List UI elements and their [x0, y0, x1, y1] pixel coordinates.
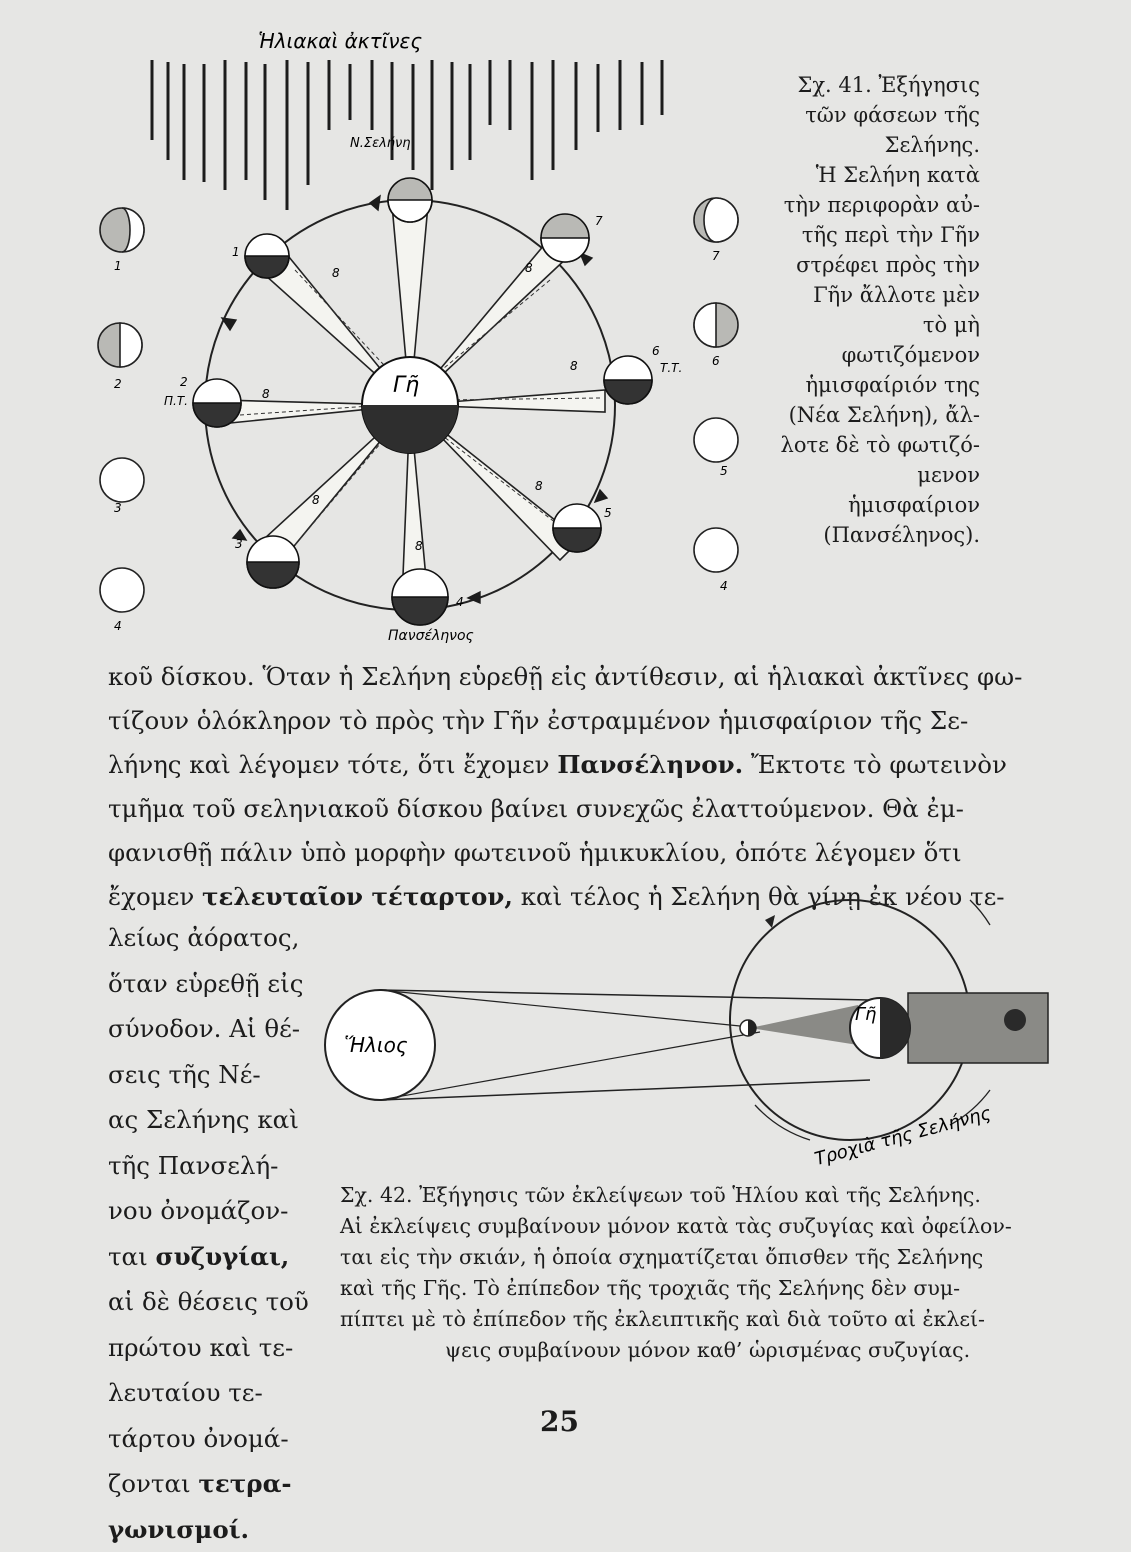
caption-line: στρέφει πρὸς τὴν [780, 250, 980, 280]
caption-line: τὸ μὴ φωτιζόμενον [780, 310, 980, 370]
narrow-line: τάρτου ὀνομά- [108, 1416, 308, 1462]
orbit-number: 7 [595, 214, 603, 228]
narrow-line: νου ὀνομάζον- [108, 1188, 308, 1234]
caption-line: Σελήνης. [780, 130, 980, 160]
phase-number: 3 [114, 501, 122, 515]
term-syzygies: συζυγίαι, [156, 1242, 290, 1271]
narrow-line: σύνοδον. Αἱ θέ- [108, 1006, 308, 1052]
caption-line: Σχ. 42. Ἐξήγησις τῶν ἐκλείψεων τοῦ Ἡλίου καὶ τῆς Σελήνης. [340, 1180, 1060, 1211]
body-text-span: Ἔκτοτε τὸ φωτεινὸν [743, 750, 1007, 779]
figure-42-caption [340, 1180, 1060, 1366]
body-line: κοῦ δίσκου. Ὅταν ἡ Σελήνη εὑρεθῇ εἰς ἀντίθεσιν, αἱ ἡλιακαὶ ἀκτῖνες φω- [108, 655, 978, 699]
new-moon-label: Ν.Σελήνη [350, 136, 411, 151]
phase-number: 4 [720, 579, 728, 593]
orbit-number: 1 [232, 245, 240, 259]
caption-line: πίπτει μὲ τὸ ἐπίπεδον τῆς ἐκλειπτικῆς καὶ διὰ τοῦτο αἱ ἐκλεί- [340, 1304, 1060, 1335]
figure-41-caption [780, 70, 980, 550]
sun-label: Ἥλιος [344, 1033, 408, 1057]
narrow-line: ας Σελήνης καὶ [108, 1097, 308, 1143]
narrow-text-span: ζονται [108, 1469, 198, 1498]
sun-rays-label: Ἡλιακαὶ ἀκτῖνες [258, 29, 422, 53]
caption-line: ται εἰς τὴν σκιάν, ἡ ὁποία σχηματίζεται ὄπισθεν τῆς Σελήνης [340, 1242, 1060, 1273]
moon-shadow-cone [750, 1005, 858, 1045]
narrow-column-text [108, 915, 308, 1552]
caption-line: λοτε δὲ τὸ φωτιζό- [780, 430, 980, 460]
term-quadratures: τετρα- [198, 1469, 291, 1498]
body-line: τίζουν ὁλόκληρον τὸ πρὸς τὴν Γῆν ἐστραμμένον ἡμισφαίριον τῆς Σε- [108, 699, 978, 743]
phase-number: 6 [712, 354, 720, 368]
orbit-number: 3 [235, 537, 243, 551]
last-quarter-label: Τ.Τ. [660, 361, 682, 375]
term-quadratures-end: γωνισμοί. [108, 1515, 249, 1544]
phase-number: 1 [114, 259, 122, 273]
caption-line: (Πανσέληνος). [780, 520, 980, 550]
phase-number: 4 [114, 619, 122, 633]
narrow-line: ὅταν εὑρεθῇ εἰς [108, 961, 308, 1007]
orbit-number: 5 [604, 506, 612, 520]
body-text-span: καὶ τέλος ἡ Σελήνη θὰ γίνῃ ἐκ νέου τε- [513, 882, 1005, 911]
orbit-number: 6 [652, 344, 660, 358]
narrow-line: λείως ἀόρατος, [108, 915, 308, 961]
phase-number: 5 [720, 464, 728, 478]
eclipse-figure [310, 880, 1060, 1170]
arrow-8-label: 8 [570, 359, 578, 373]
phase-number: 7 [712, 249, 720, 263]
caption-line: ἡμισφαίριόν της [780, 370, 980, 400]
arrow-8-label: 8 [525, 261, 533, 275]
caption-line: Σχ. 41. Ἐξήγησις [780, 70, 980, 100]
body-text-span: λήνης καὶ λέγομεν τότε, ὅτι ἔχομεν [108, 750, 557, 779]
arrow-8-label: 8 [332, 266, 340, 280]
caption-line: ψεις συμβαίνουν μόνον καθ’ ὡρισμένας συζυγίας. [340, 1335, 1060, 1366]
orbit-number: 2 [180, 375, 188, 389]
narrow-line: πρώτου καὶ τε- [108, 1325, 308, 1371]
earth-shadow [908, 993, 1048, 1063]
caption-line: Ἡ Σελήνη κατὰ [780, 160, 980, 190]
full-moon-label: Πανσέληνος [388, 628, 474, 644]
first-quarter-label: Π.Τ. [164, 394, 188, 408]
caption-line: τῶν φάσεων τῆς [780, 100, 980, 130]
arrow-8-label: 8 [262, 387, 270, 401]
caption-line: μενον ἡμισφαίριον [780, 460, 980, 520]
narrow-line: τῆς Πανσελή- [108, 1143, 308, 1189]
caption-line: Γῆν ἄλλοτε μὲν [780, 280, 980, 310]
body-text-span: ἔχομεν [108, 882, 202, 911]
term-last-quarter: τελευταῖον τέταρτον, [202, 882, 513, 911]
body-line [108, 743, 978, 787]
caption-line: τῆς περὶ τὴν Γῆν [780, 220, 980, 250]
term-full-moon: Πανσέληνον. [557, 750, 743, 779]
body-line: τμῆμα τοῦ σεληνιακοῦ δίσκου βαίνει συνεχῶς ἐλαττούμενον. Θὰ ἐμ- [108, 787, 978, 831]
caption-line: καὶ τῆς Γῆς. Τὸ ἐπίπεδον τῆς τροχιᾶς τῆς Σελήνης δὲν συμ- [340, 1273, 1060, 1304]
page-number: 25 [540, 1405, 579, 1438]
arrow-8-label: 8 [312, 493, 320, 507]
arrow-8-label: 8 [415, 539, 423, 553]
moon-full-position [1004, 1009, 1026, 1031]
arrow-8-label: 8 [535, 479, 543, 493]
narrow-line: σεις τῆς Νέ- [108, 1052, 308, 1098]
narrow-line: λευταίου τε- [108, 1370, 308, 1416]
moon-orbit-label: Τροχιὰ τῆς Σελήνης [812, 1103, 993, 1170]
narrow-line: αἱ δὲ θέσεις τοῦ [108, 1279, 308, 1325]
earth-label: Γῆ [393, 373, 419, 398]
orbit-number: 4 [456, 595, 464, 609]
narrow-line [108, 1234, 308, 1280]
narrow-line [108, 1507, 308, 1552]
caption-line: τὴν περιφορὰν αὐ- [780, 190, 980, 220]
caption-line: Αἱ ἐκλείψεις συμβαίνουν μόνον κατὰ τὰς συζυγίας καὶ ὀφείλον- [340, 1211, 1060, 1242]
phase-number: 2 [114, 377, 122, 391]
moon-phases-figure [80, 20, 780, 660]
narrow-text-span: ται [108, 1242, 156, 1271]
earth-label: Γῆ [855, 1004, 876, 1025]
caption-line: (Νέα Σελήνη), ἄλ- [780, 400, 980, 430]
body-line: φανισθῇ πάλιν ὑπὸ μορφὴν φωτεινοῦ ἡμικυκλίου, ὁπότε λέγομεν ὅτι [108, 831, 978, 875]
